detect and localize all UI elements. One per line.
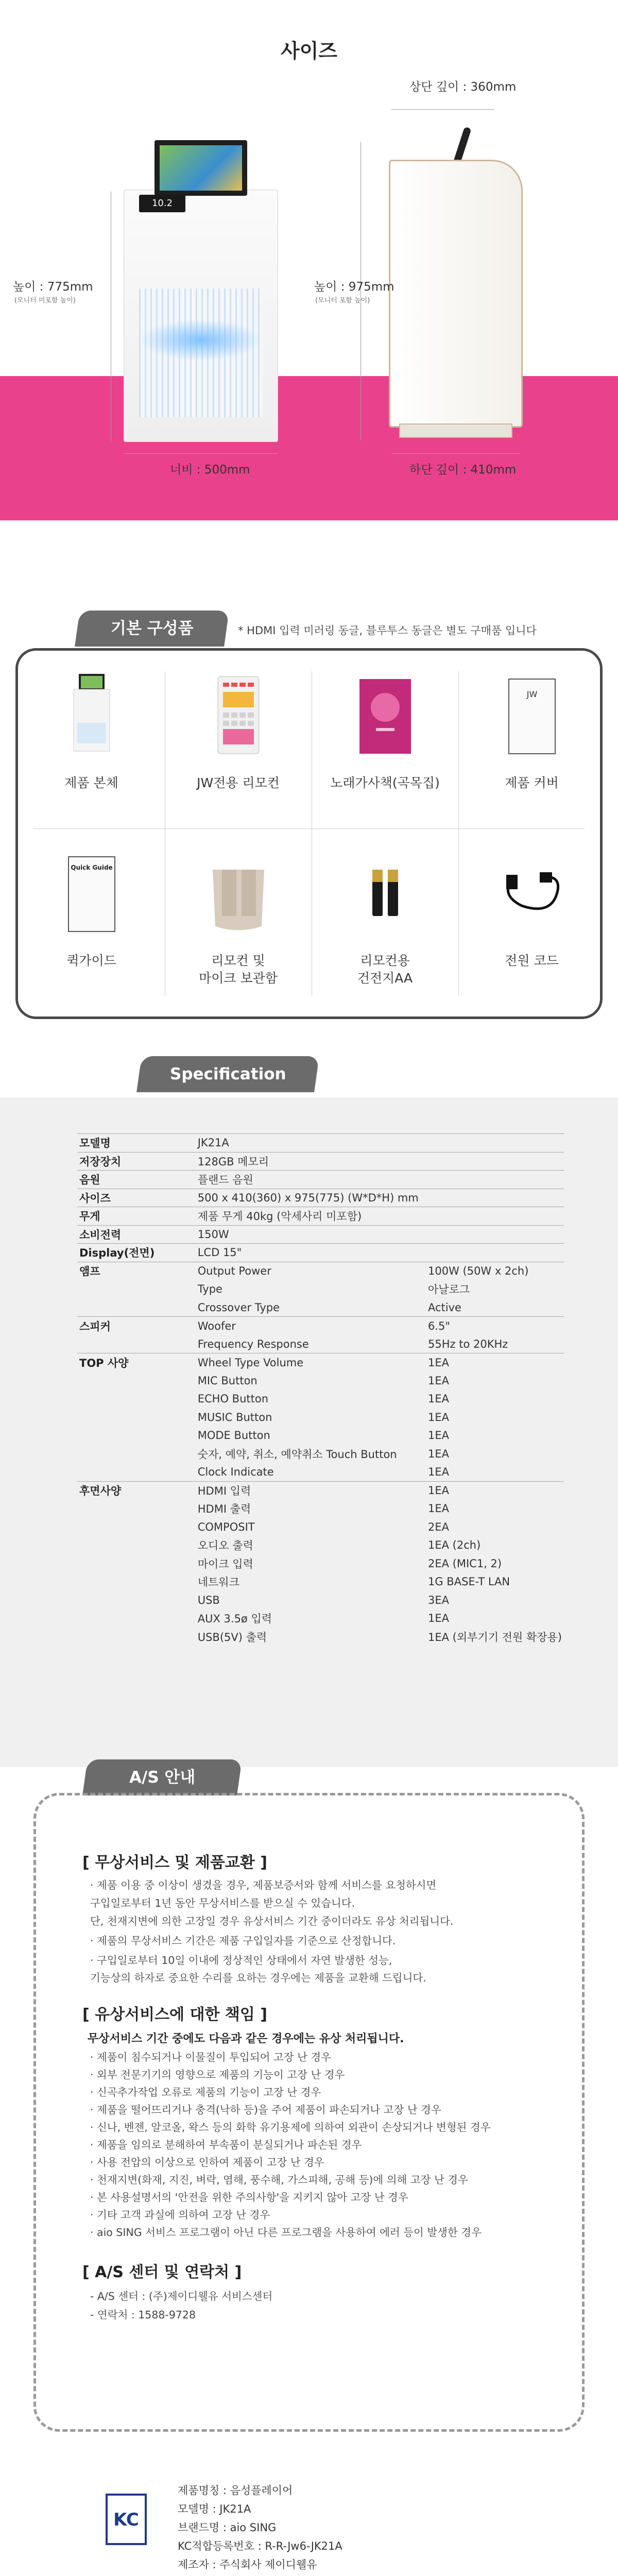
spec-category: 음원 bbox=[77, 1171, 196, 1189]
cert-line: 모델명 : JK21A bbox=[178, 2503, 251, 2515]
device-side-view bbox=[389, 160, 523, 428]
spec-category bbox=[77, 1408, 196, 1427]
spec-value: 2EA (MIC1, 2) bbox=[428, 1557, 502, 1570]
spec-item: Output Power bbox=[196, 1262, 426, 1280]
spec-row bbox=[77, 1591, 564, 1609]
spec-row bbox=[77, 1262, 564, 1280]
spec-category bbox=[77, 1628, 196, 1646]
spec-row bbox=[77, 1335, 564, 1353]
height1-label: 높이 : 775mm bbox=[13, 280, 93, 294]
component-item bbox=[165, 828, 312, 998]
spec-row bbox=[77, 1536, 564, 1555]
spec-category: TOP 사양 bbox=[77, 1353, 196, 1372]
as-paid-line: · 기타 고객 과실에 의하여 고장 난 경우 bbox=[90, 2209, 270, 2221]
spec-category: 저장장치 bbox=[77, 1152, 196, 1171]
spec-item: ECHO Button bbox=[197, 1393, 269, 1405]
spec-item: HDMI 입력 bbox=[196, 1481, 426, 1500]
spec-category: 앰프 bbox=[77, 1262, 196, 1280]
cert-line: 제품명칭 : 음성플레이어 bbox=[178, 2484, 293, 2497]
as-paid-line: · 사용 전압의 이상으로 인하여 제품이 고장 난 경우 bbox=[90, 2156, 324, 2168]
kc-mark-icon bbox=[106, 2494, 147, 2545]
spec-category: 스피커 bbox=[77, 1317, 196, 1335]
spec-item: Crossover Type bbox=[197, 1301, 280, 1314]
spec-value: 1EA bbox=[428, 1374, 449, 1387]
spec-tab bbox=[136, 1056, 319, 1092]
component-label: 제품 본체 bbox=[64, 775, 118, 790]
remote-icon bbox=[197, 671, 280, 764]
component-label: 제품 커버 bbox=[505, 775, 559, 790]
spec-value bbox=[426, 1171, 564, 1189]
spec-row bbox=[77, 1171, 564, 1189]
as-paid-line: · 천재지변(화재, 지진, 벼락, 염해, 풍수해, 가스피해, 공해 등)에 의해 고장 난 경우 bbox=[90, 2174, 468, 2186]
size-title: 사이즈 bbox=[280, 40, 338, 62]
spec-item: MIC Button bbox=[197, 1374, 258, 1387]
spec-value: 1EA bbox=[428, 1429, 449, 1442]
size-section bbox=[0, 0, 618, 520]
spec-value: 1EA bbox=[428, 1466, 449, 1478]
device-display: 10.2 bbox=[139, 195, 185, 212]
spec-category bbox=[77, 1591, 196, 1609]
battery-icon bbox=[344, 849, 426, 942]
power-cord-icon bbox=[491, 849, 573, 942]
as-paid-line: · 신나, 벤젠, 알코올, 왁스 등의 화학 유기용제에 의하여 외관이 손상되거나 변형된 경우 bbox=[90, 2121, 491, 2133]
spec-row bbox=[77, 1390, 564, 1409]
spec-item: 128GB 메모리 bbox=[196, 1152, 426, 1171]
spec-row bbox=[77, 1427, 564, 1445]
as-free-line: · 제품 이용 중 이상이 생겼을 경우, 제품보증서와 함께 서비스를 요청하시면 bbox=[90, 1879, 437, 1891]
as-free-line: · 구입일로부터 10일 이내에 정상적인 상태에서 자연 발생한 성능, bbox=[90, 1954, 392, 1967]
spec-item: 플랜드 음원 bbox=[196, 1171, 426, 1189]
bottom-depth-label: 하단 깊이 : 410mm bbox=[409, 463, 517, 477]
device-icon bbox=[50, 671, 133, 764]
component-item bbox=[312, 651, 458, 821]
spec-value bbox=[426, 1225, 564, 1244]
height2-note: (모니터 포함 높이) bbox=[315, 297, 370, 304]
components-box bbox=[15, 648, 603, 1019]
spec-category bbox=[77, 1463, 196, 1482]
spec-row bbox=[77, 1317, 564, 1335]
quickguide-icon bbox=[50, 849, 133, 942]
component-label: 퀵가이드 bbox=[66, 953, 116, 968]
spec-tab-label: Specification bbox=[169, 1065, 286, 1083]
spec-item: 150W bbox=[196, 1225, 426, 1244]
width-label: 너비 : 500mm bbox=[170, 463, 250, 477]
spec-item: 제품 무게 40kg (악세사리 미포함) bbox=[196, 1207, 426, 1226]
spec-category: 후면사양 bbox=[77, 1481, 196, 1500]
spec-value: 55Hz to 20KHz bbox=[428, 1337, 508, 1350]
as-paid-line: · 본 사용설명서의 '안전을 위한 주의사항'을 지키지 않아 고장 난 경우 bbox=[90, 2191, 408, 2204]
as-paid-line: · 신곡추가작업 오류로 제품의 기능이 고장 난 경우 bbox=[90, 2086, 321, 2098]
spec-category: 사이즈 bbox=[77, 1189, 196, 1207]
spec-item: Wheel Type Volume bbox=[196, 1353, 426, 1372]
as-free-line: 단, 천재지변에 의한 고장일 경우 유상서비스 기간 중이더라도 유상 처리됩니다. bbox=[90, 1915, 454, 1927]
spec-row bbox=[77, 1207, 564, 1226]
spec-value: 100W (50W x 2ch) bbox=[426, 1262, 564, 1280]
component-item bbox=[458, 828, 605, 998]
component-label: 전원 코드 bbox=[505, 953, 559, 968]
spec-row bbox=[77, 1298, 564, 1317]
cover-text: JW bbox=[526, 689, 537, 699]
cover-icon bbox=[491, 671, 573, 764]
spec-value: 1G BASE-T LAN bbox=[428, 1575, 510, 1588]
components-tab-label: 기본 구성품 bbox=[110, 619, 194, 638]
spec-value bbox=[426, 1152, 564, 1171]
spec-row bbox=[77, 1244, 564, 1262]
component-item bbox=[165, 651, 312, 821]
as-free-line: · 제품의 무상서비스 기간은 제품 구입일자를 기준으로 산정합니다. bbox=[90, 1935, 396, 1947]
device-base bbox=[399, 423, 512, 438]
spec-row bbox=[77, 1189, 564, 1207]
spec-category bbox=[77, 1371, 196, 1390]
spec-category bbox=[77, 1298, 196, 1317]
component-label: JW전용 리모컨 bbox=[197, 775, 280, 790]
cert-line: 브랜드명 : aio SING bbox=[178, 2521, 277, 2534]
spec-category bbox=[77, 1500, 196, 1518]
component-label: 리모컨용 건전지AA bbox=[357, 953, 413, 986]
spec-value: 1EA bbox=[428, 1612, 449, 1625]
spec-row bbox=[77, 1408, 564, 1427]
spec-category: 소비전력 bbox=[77, 1225, 196, 1244]
spec-row bbox=[77, 1554, 564, 1573]
spec-category: 모델명 bbox=[77, 1134, 196, 1153]
spec-row bbox=[77, 1353, 564, 1372]
spec-value: 2EA bbox=[428, 1520, 449, 1533]
spec-value: 1EA bbox=[426, 1353, 564, 1372]
spec-category bbox=[77, 1445, 196, 1463]
spec-value: 1EA bbox=[426, 1481, 564, 1500]
spec-value bbox=[426, 1134, 564, 1153]
monitor-image bbox=[154, 140, 247, 196]
spec-item: MODE Button bbox=[197, 1429, 270, 1442]
spec-category bbox=[77, 1573, 196, 1591]
bottom-depth-line bbox=[391, 453, 520, 454]
spec-item: USB(5V) 출력 bbox=[197, 1631, 267, 1643]
component-item bbox=[458, 651, 605, 821]
spec-row bbox=[77, 1134, 564, 1153]
spec-item: Woofer bbox=[196, 1317, 426, 1335]
spec-category bbox=[77, 1609, 196, 1628]
as-paid-line: · aio SING 서비스 프로그램이 아닌 다른 프로그램을 사용하여 에러 등이 발생한 경우 bbox=[90, 2226, 482, 2239]
as-paid-line: · 외부 전문기기의 영향으로 제품의 기능이 고장 난 경우 bbox=[90, 2069, 345, 2081]
spec-value bbox=[426, 1189, 564, 1207]
spec-value: 1EA (외부기기 전원 확장용) bbox=[428, 1631, 562, 1643]
spec-item: 오디오 출력 bbox=[197, 1539, 253, 1552]
spec-value: 1EA bbox=[428, 1502, 449, 1515]
spec-item: JK21A bbox=[196, 1134, 426, 1153]
spec-row bbox=[77, 1371, 564, 1390]
as-paid-line: · 제품을 임의로 분해하여 부속품이 분실되거나 파손된 경우 bbox=[90, 2139, 362, 2151]
as-free-line: 구입일로부터 1년 동안 무상서비스를 받으실 수 있습니다. bbox=[90, 1897, 355, 1909]
components-note: * HDMI 입력 미러링 동글, 블루투스 동글은 별도 구매품 입니다 bbox=[238, 624, 537, 637]
spec-category bbox=[77, 1554, 196, 1573]
spec-category: Display(전면) bbox=[77, 1244, 196, 1262]
as-paid-line: · 제품을 떨어뜨리거나 충격(낙하 등)을 주어 제품이 파손되거나 고장 난 경우 bbox=[90, 2104, 441, 2116]
spec-item: USB bbox=[197, 1594, 220, 1606]
kc-mark-text: KC bbox=[113, 2510, 139, 2530]
as-tab-label: A/S 안내 bbox=[129, 1768, 196, 1787]
width-line bbox=[124, 453, 278, 454]
top-depth-label: 상단 깊이 : 360mm bbox=[409, 80, 517, 94]
spec-row bbox=[77, 1481, 564, 1500]
top-depth-line bbox=[391, 109, 494, 110]
height1-note: (모니터 미포함 높이) bbox=[14, 297, 76, 304]
spec-category bbox=[77, 1518, 196, 1536]
component-label: 노래가사책(곡목집) bbox=[330, 775, 440, 790]
pink-background-band bbox=[0, 376, 618, 520]
spec-category bbox=[77, 1390, 196, 1409]
spec-item: MUSIC Button bbox=[197, 1411, 272, 1423]
spec-category: 무게 bbox=[77, 1207, 196, 1226]
monitor-screen bbox=[160, 145, 242, 191]
components-tab bbox=[75, 611, 229, 647]
spec-row bbox=[77, 1500, 564, 1518]
holder-icon bbox=[197, 849, 280, 942]
spec-value bbox=[426, 1207, 564, 1226]
spec-category bbox=[77, 1280, 196, 1299]
spec-category bbox=[77, 1427, 196, 1445]
spec-item: 숫자, 예약, 취소, 예약취소 Touch Button bbox=[197, 1448, 397, 1461]
as-paid-heading: [ 유상서비스에 대한 책임 ] bbox=[82, 2006, 267, 2024]
spec-row bbox=[77, 1225, 564, 1244]
spec-row bbox=[77, 1445, 564, 1463]
spec-value: Active bbox=[428, 1301, 461, 1314]
component-item bbox=[18, 828, 165, 998]
component-label: 리모컨 및 마이크 보관함 bbox=[199, 953, 278, 986]
spec-value: 1EA (2ch) bbox=[428, 1539, 481, 1552]
cert-line: KC적합등록번호 : R-R-Jw6-JK21A bbox=[178, 2540, 342, 2552]
spec-item: AUX 3.5ø 입력 bbox=[197, 1613, 272, 1625]
spec-value: 1EA bbox=[428, 1411, 449, 1423]
quickguide-text: Quick Guide bbox=[70, 864, 113, 871]
spec-item: Clock Indicate bbox=[197, 1466, 274, 1478]
songbook-icon bbox=[344, 671, 426, 764]
as-contact-heading: [ A/S 센터 및 연락처 ] bbox=[82, 2263, 242, 2281]
spec-value: 6.5" bbox=[426, 1317, 564, 1335]
spec-value: 아날로그 bbox=[428, 1283, 470, 1296]
spec-row bbox=[77, 1518, 564, 1536]
spec-row bbox=[77, 1152, 564, 1171]
spec-item: 네트워크 bbox=[197, 1576, 239, 1589]
spec-row bbox=[77, 1573, 564, 1591]
spec-item: 마이크 입력 bbox=[197, 1557, 253, 1570]
height2-label: 높이 : 975mm bbox=[314, 280, 394, 294]
as-paid-line: · 제품이 침수되거나 이물질이 투입되어 고장 난 경우 bbox=[90, 2051, 331, 2063]
spec-value: 1EA bbox=[428, 1393, 449, 1405]
cert-line: 제조자 : 주식회사 제이디웰유 bbox=[178, 2558, 317, 2571]
as-tab bbox=[82, 1759, 242, 1795]
spec-row bbox=[77, 1628, 564, 1646]
spec-row bbox=[77, 1609, 564, 1628]
spec-item: Type bbox=[197, 1283, 222, 1296]
as-contact-line: - A/S 센터 : (주)제이디웰유 서비스센터 bbox=[90, 2290, 273, 2302]
spec-item: 500 x 410(360) x 975(775) (W*D*H) mm bbox=[196, 1189, 426, 1207]
spec-value bbox=[426, 1244, 564, 1262]
led-glow bbox=[139, 319, 263, 361]
spec-item: LCD 15" bbox=[196, 1244, 426, 1262]
as-paid-bold: 무상서비스 기간 중에도 다음과 같은 경우에는 유상 처리됩니다. bbox=[88, 2032, 404, 2045]
spec-row bbox=[77, 1463, 564, 1482]
spec-item: HDMI 출력 bbox=[197, 1503, 251, 1516]
spec-table bbox=[77, 1133, 564, 1646]
spec-category bbox=[77, 1536, 196, 1555]
as-free-heading: [ 무상서비스 및 제품교환 ] bbox=[82, 1854, 267, 1872]
spec-category bbox=[77, 1335, 196, 1353]
spec-value: 3EA bbox=[428, 1594, 449, 1606]
component-item bbox=[18, 651, 165, 821]
spec-item: Frequency Response bbox=[197, 1337, 309, 1350]
component-item bbox=[312, 828, 458, 998]
as-contact-line: - 연락처 : 1588-9728 bbox=[90, 2309, 196, 2321]
as-free-line: 기능상의 하자로 중요한 수리를 요하는 경우에는 제품을 교환해 드립니다. bbox=[90, 1972, 426, 1984]
spec-row bbox=[77, 1280, 564, 1299]
spec-value: 1EA bbox=[428, 1447, 449, 1460]
spec-item: COMPOSIT bbox=[197, 1520, 255, 1533]
